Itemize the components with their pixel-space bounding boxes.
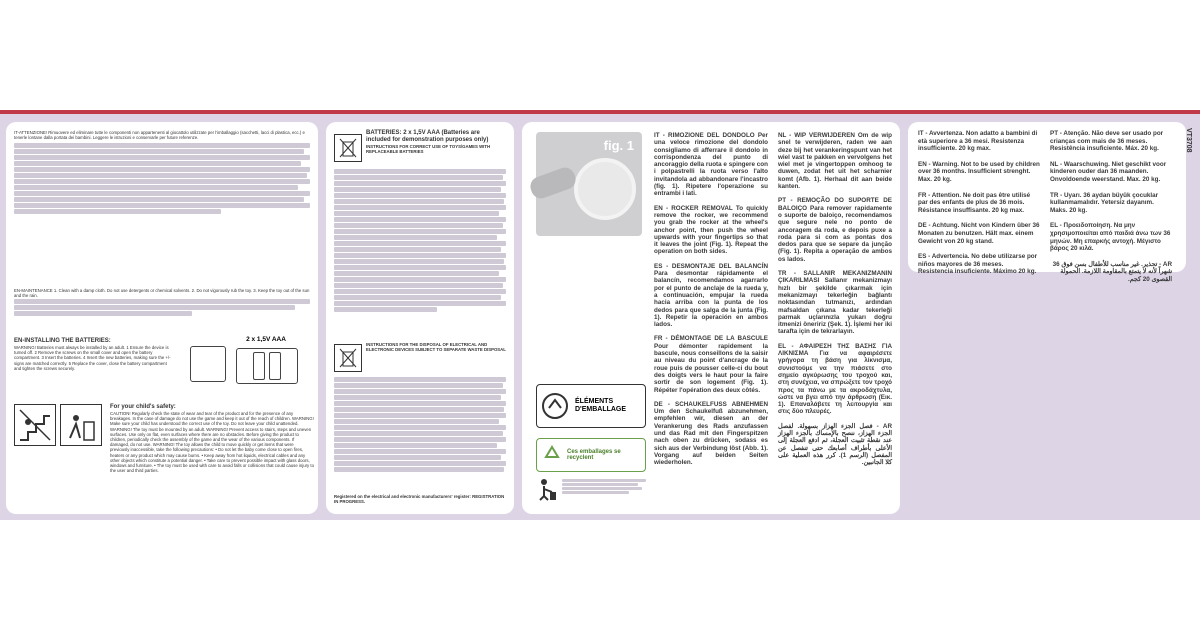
battery-compartment-icon [236, 348, 298, 384]
entry-pt: PT - REMOÇÃO DO SUPORTE DE BALOIÇO Para remover rapidamente o suporte de baloiço, recomendamos que segure nele no ponto de ancoragem da roda, e depois puxe a roda para si com as pontas dos dedos para que se separe da junção (Fig. 1). Repita a operação de ambos os lados. [778, 197, 892, 263]
weight-tr: TR - Uyarı. 36 aydan büyük çocuklar kullanmamalıdır. Yetersiz dayanım. Maks. 20 kg. [1050, 191, 1159, 214]
fig1-label: fig. 1 [603, 138, 634, 153]
wheel-image [574, 158, 636, 220]
weight-fr: FR - Attention. Ne doit pas être utilisé par des enfants de plus de 36 mois. Résistance insuffisante. 20 kg max. [918, 191, 1031, 214]
recycle-label-text: Ces emballages se recyclent [567, 449, 621, 461]
entry-nl: NL - WIP VERWIJDEREN Om de wip snel te verwijderen, raden we aan deze bij het verankeringspunt van het wiel vast te pakken en vervolgens het wiel met je vingertoppen omhoog te duwen, zodat het uit het scharnier komt (Afb. 1). Herhaal dit aan beide kanten. [778, 132, 892, 191]
rocker-removal-col2 [778, 132, 892, 510]
disposal-body-text [334, 376, 506, 492]
it-warning-block [14, 130, 310, 242]
panel-warnings-left [6, 122, 318, 514]
panel-rocker-removal [522, 122, 900, 514]
entry-tr: TR - SALLANIR MEKANIZMANIN ÇIKARILMASI Sallanır mekanizmayı hızlı bir şekilde çıkarmak için mekanizmayı tekerleğin bağlantı noktasından tutmanızı, ardından mafsaldan çıkana kadar tekerleği parmak uçlarınızla yukarı doğru itmenizi öneririz (Şek. 1). İşlemi her iki tarafta için de tekrarlayın. [778, 270, 892, 336]
entry-en: EN - ROCKER REMOVAL To quickly remove the rocker, we recommend you grab the rocker at the wheel's anchor point, then push the wheel upwards with your fingertips so that it leaves the joint (Fig. 1). Repeat the operation on both sides. [654, 204, 768, 256]
triman-packaging-label [536, 384, 646, 428]
tidyman-icon [536, 478, 558, 502]
batteries-subtitle: INSTRUCTIONS FOR CORRECT USE OF TOYS/GAMES WITH REPLACEABLE BATTERIES [366, 144, 491, 155]
maintenance-block [14, 288, 310, 330]
weight-warnings-col1 [918, 130, 1040, 276]
fig1-photo [536, 132, 642, 236]
weight-ar: AR - تحذير. غير مناسب للأطفال بسن فوق 36 شهراً لأنه لا يتمتع بالمقاومة اللازمة. الحمولة القصوى 20 كجم. [1052, 260, 1172, 283]
packaging-label-text: ÉLÉMENTS D'EMBALLAGE [575, 398, 627, 413]
panel-batteries-disposal [326, 122, 514, 514]
entry-ar: AR - فصل الجزء الهزاز بسهولة. لفصل الجزء الهزاز، ننصح بالإمساك بالجزء الهزاز عند نقطة تثبيت العجلة، ثم ادفع العجلة إلى الأعلى بأطراف أصابعك حتى تنفصل عن المفصل (الرسم 1). كرر هذه العملية على كلا الجانبين. [778, 422, 892, 467]
batteries-body-text [334, 168, 506, 336]
battery-diagram [184, 336, 302, 394]
recycle-label [536, 438, 646, 472]
triman-icon [541, 392, 569, 420]
entry-fr: FR - DÉMONTAGE DE LA BASCULE Pour démonter rapidement la bascule, nous conseillons de la saisir au niveau du point d'ancrage de la roue puis de pousser celle-ci du bout des doigts vers le haut pour la faire sortir de son logement (Fig. 1). Répéter l'opération des deux côtés. [654, 335, 768, 394]
battery-cover-icon [190, 346, 226, 382]
disposal-footer: Registered on the electrical and electronic manufacturers' register: REGISTRATION IN PROGRESS. [334, 494, 505, 505]
entry-it: IT - RIMOZIONE DEL DONDOLO Per una veloce rimozione del dondolo consigliamo di afferrare il dondolo in corrispondenza del punto di ancoraggio della ruota e spingere con i polpastrelli la ruota verso l'alto invitandola ad abbandonare l'incastro (fig. 1). Ripetere l'operazione su entrambi i lati. [654, 132, 768, 198]
panel-weight-warnings [908, 122, 1186, 283]
disposal-title: INSTRUCTIONS FOR THE DISPOSAL OF ELECTRICAL AND ELECTRONIC DEVICES SUBJECT TO SEPARATE WASTE DISPOSAL [366, 342, 506, 353]
recycle-icon [541, 444, 563, 466]
weee-bin-icon [334, 344, 362, 372]
weight-es: ES - Advertencia. No debe utilizarse por niños mayores de 36 meses. Resistencia insuficiente. Máximo 20 kg. [918, 253, 1038, 276]
batteries-header [366, 130, 506, 162]
battery-label: 2 x 1,5V AAA [246, 336, 286, 343]
maintenance-text: EN-MAINTENANCE 1. Clean with a damp cloth. Do not use detergents or chemical solvents. 2. Do not vigorously rub the toy. 3. Keep the toy out of the sun and the rain. [14, 288, 310, 299]
entry-es: ES - DESMONTAJE DEL BALANCÍN Para desmontar rápidamente el balancín, recomendamos agarrarlo por el punto de anclaje de la rueda y, a continuación, empujar la rueda hacia arriba con la punta de los dedos para que salga de la junta (Fig. 1). Repetir la operación en ambos lados. [654, 262, 768, 329]
safety-text: CAUTION! Regularly check the state of wear and tear of the product and for the presence of any breakages. In the case of damage do not use the game and keep it out of the reach of children. WARNING! Make sure your child has understood the correct use of the toy. Do not leave your child unattended. WARNING! The toy must be mounted by an adult. WARNING! Prevent access to stairs, steps and uneven surfaces. Use only on flat, even surfaces where there are no obstacles. Before giving the product to children, periodically check the assembly of the game and the wear of the various components. If damaged, do not use. WARNING! The toy allows the child to move quickly or get items that were previously inaccessible, take the following precautions: • Do not let the baby come close to open fires, heaters or any product which may cause burns. • Keep away from hot liquids, electrical cables and any other objects which constitute a potential danger. • Take care to prevent possible impact with glass doors, windows and furniture. • The toy must be used with care to avoid falls or collisions that could cause injury to the user and third parties. [110, 411, 314, 474]
installing-text: WARNING! Batteries must always be installed by an adult. 1 Ensure the device is turned off. 2 Remove the screws on the small cover and open the battery compartment. 3 Insert the batteries. 4 Insert the new batteries, making sure the +/- signs are matched correctly. 5 Replace the cover, close the battery compartment and tighten the screws securely. [14, 345, 171, 371]
weight-el: EL - Προειδοποίηση. Να μην χρησιμοποιείται από παιδιά άνω των 36 μηνών. Μη επαρκής αντοχή. Μέγιστο βάρος 20 κιλά. [1050, 222, 1171, 253]
installing-block [14, 338, 174, 388]
weight-warnings-col2 [1050, 130, 1172, 283]
entry-de: DE - SCHAUKELFUSS ABNEHMEN Um den Schaukelfuß abzunehmen, empfehlen wir, diesen an der Verankerung des Rads anzufassen und das Rad mit den Fingerspitzen nach oben zu drücken, sodass es sich aus der Verbindung löst (Abb. 1). Vorgang auf beiden Seiten wiederholen. [654, 400, 768, 467]
weight-it: IT - Avvertenza. Non adatto a bambini di età superiore a 36 mesi. Resistenza insufficiente. 20 kg max. [918, 130, 1038, 153]
weight-de: DE - Achtung. Nicht von Kindern über 36 Monaten zu benutzen. Hält max. einem Gewicht von 20 kg stand. [918, 222, 1040, 245]
weight-pt: PT - Atenção. Não deve ser usado por crianças com mais de 36 meses. Resistência insuficiente. Máx. 20 kg. [1050, 130, 1164, 153]
red-top-rule [0, 110, 1200, 114]
installing-title: EN-INSTALLING THE BATTERIES: [14, 338, 111, 344]
safety-block [110, 404, 314, 508]
it-warning-text: IT-ATTENZIONE! Rimuovere ed eliminare tutte le componenti non appartenenti al giocattolo utilizzate per l'imballaggio (sacchetti, lacci di plastica, ecc.) e tenerle lontane dalla portata dei bambini. Leggere le istruzioni e conservarle per future referenze. [14, 130, 305, 141]
safety-title: For your child's safety: [110, 404, 176, 410]
obstacle-warning-icon [60, 404, 102, 446]
weight-nl: NL - Waarschuwing. Niet geschikt voor kinderen ouder dan 36 maanden. Onvoldoende weerstand. Max. 20 kg. [1050, 160, 1167, 183]
entry-el: EL - ΑΦΑΙΡΕΣΗ ΤΗΣ ΒΑΣΗΣ ΓΙΑ ΛΙΚΝΙΣΜΑ Για να αφαιρέσετε γρήγορα τη βάση για λίκνισμα, συνιστούμε να την πιάσετε στο σημείο αγκύρωσης του τροχού και, στη συνέχεια, να σπρώξετε τον τροχό προς τα πάνω με τα ακροδάχτυλα, ώστε να βγει από την άρθρωση (Εικ. 1). Επαναλάβετε τη λειτουργία και στις δύο πλευρές. [778, 342, 892, 416]
batteries-title: BATTERIES: 2 x 1,5V AAA (Batteries are included for demonstration purposes only) [366, 130, 489, 143]
weight-en: EN - Warning. Not to be used by children over 36 months. Insufficient strenght. Max. 20 kg. [918, 160, 1040, 183]
material-codes-text [562, 478, 646, 508]
document-code: VT3708 [1185, 128, 1192, 153]
rocker-image [528, 165, 579, 201]
safety-pictograms [14, 404, 102, 448]
stairs-warning-icon [14, 404, 56, 446]
crossed-bin-icon [334, 134, 362, 162]
rocker-removal-col1 [654, 132, 768, 510]
